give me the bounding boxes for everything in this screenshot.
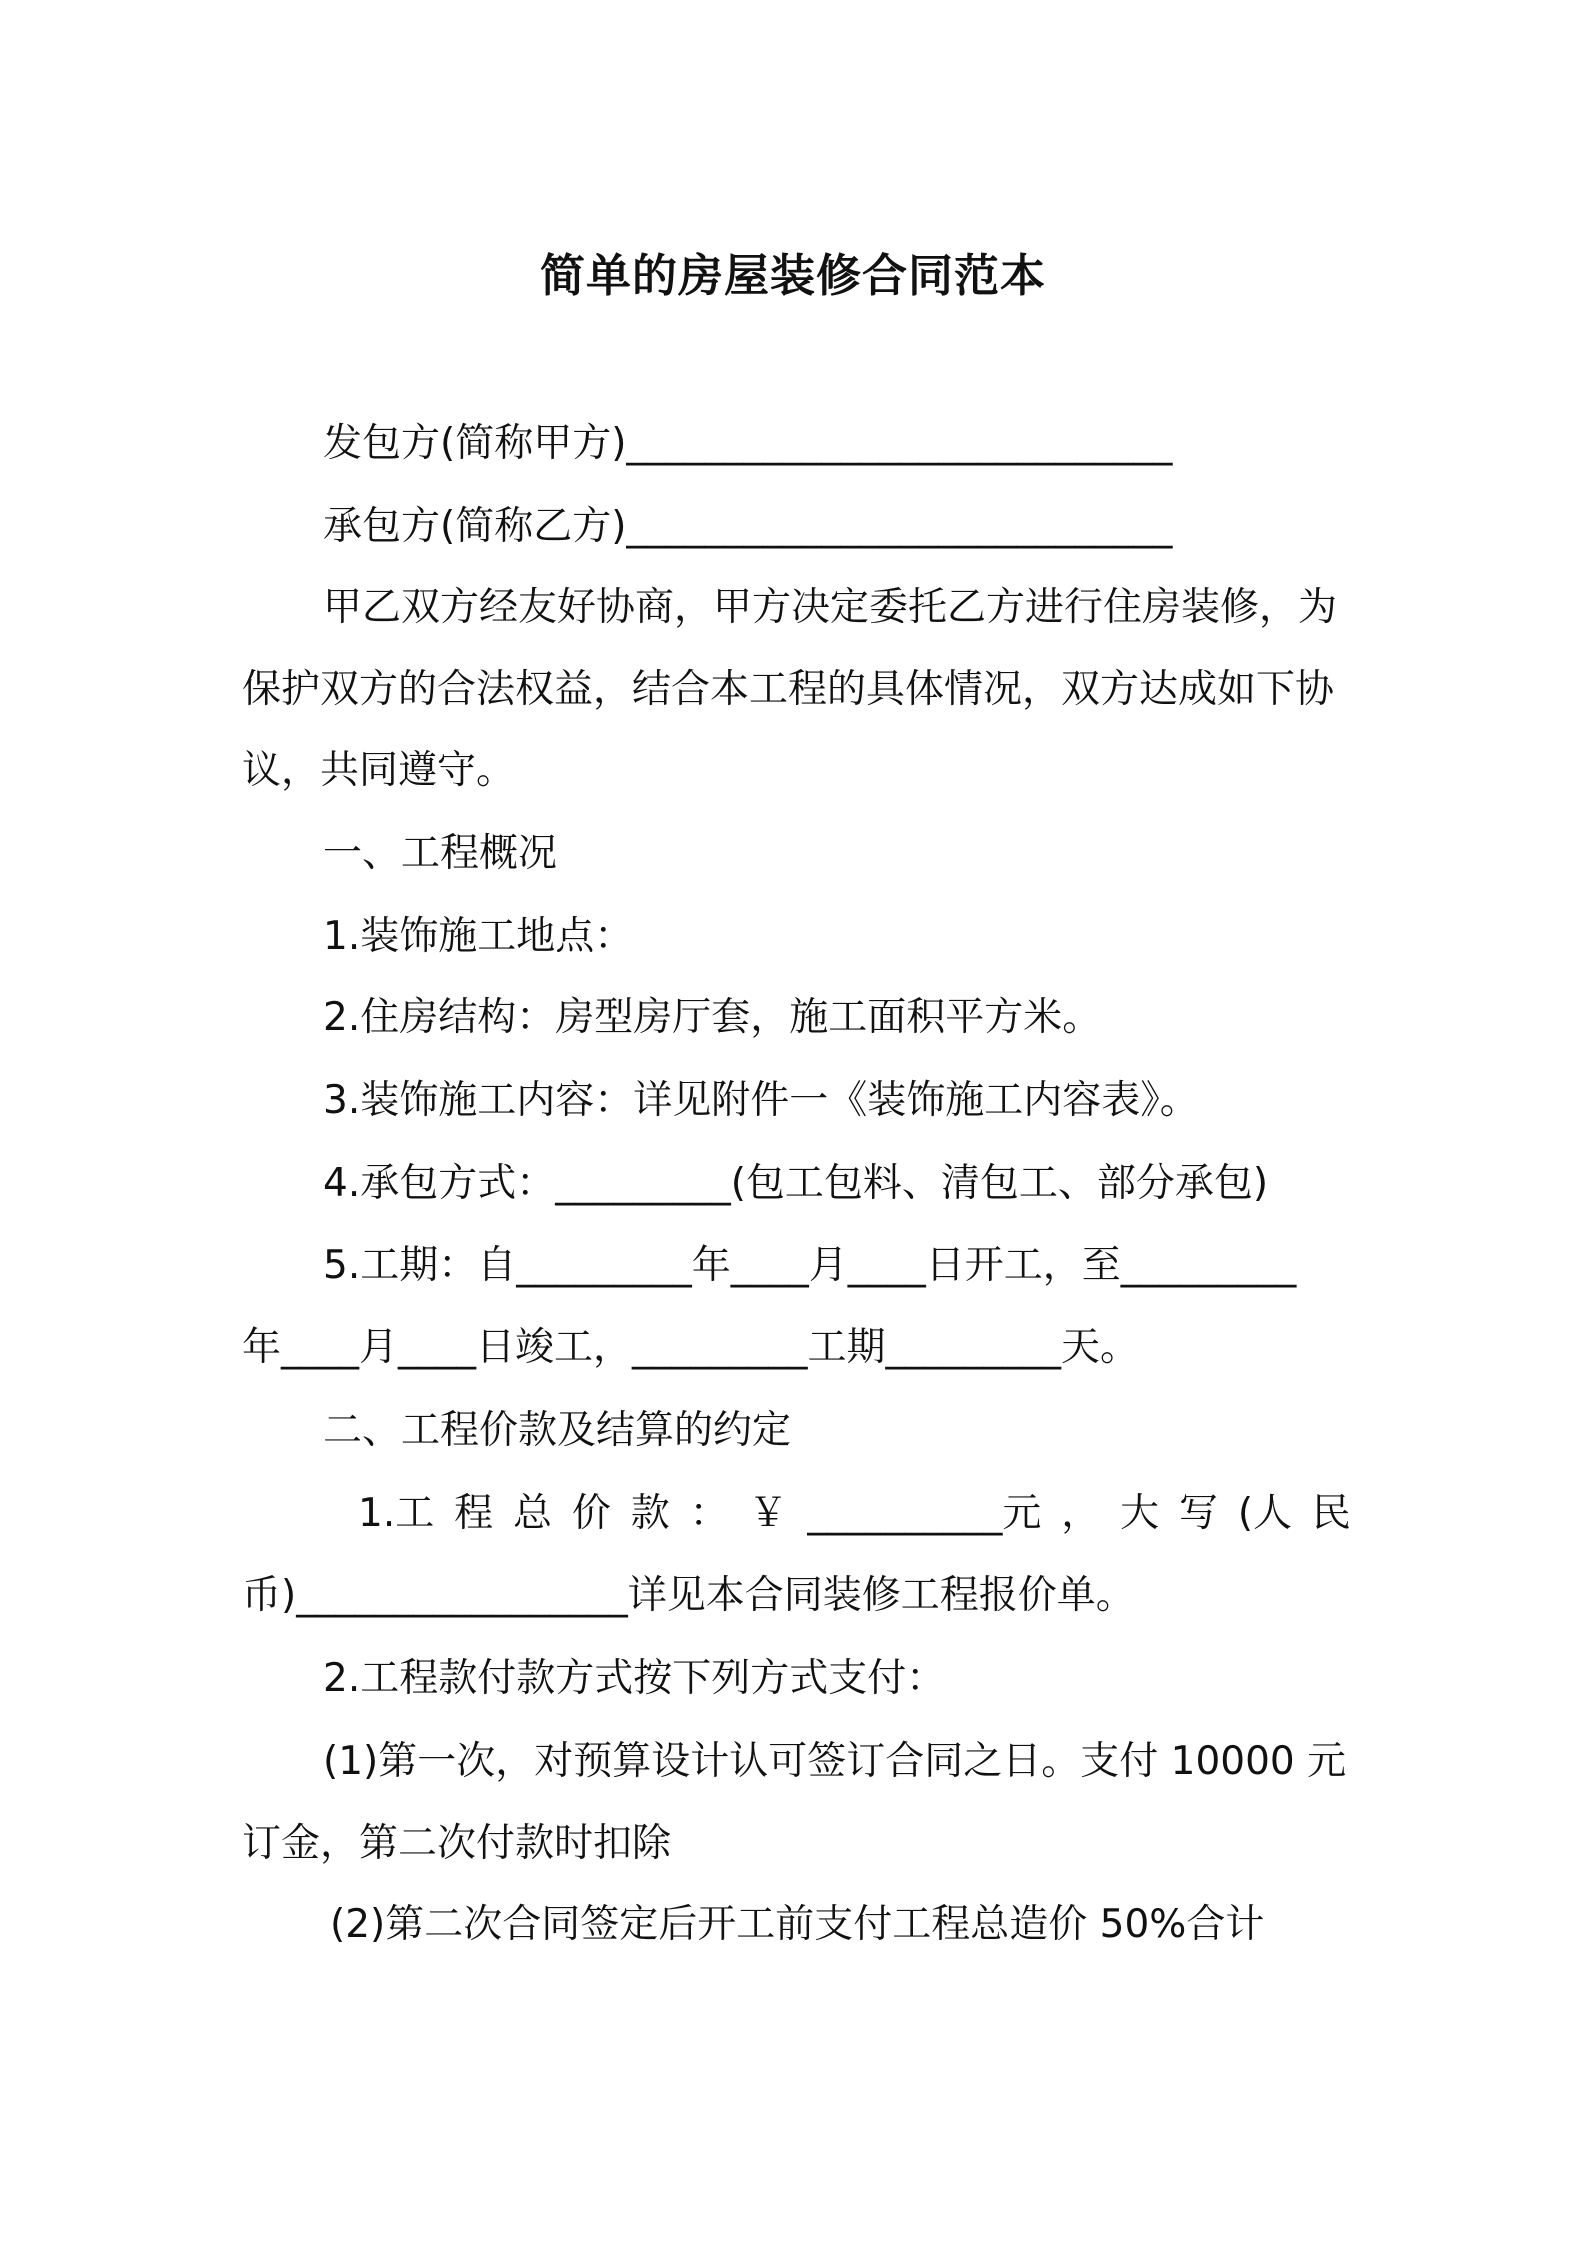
clause-1-3: 3.装饰施工内容：详见附件一《装饰施工内容表》。: [323, 1078, 1199, 1123]
payment-2-line-1: (2)第二次合同签定后开工前支付工程总造价 50%合计: [330, 1902, 1265, 1947]
clause-2-2: 2.工程款付款方式按下列方式支付：: [323, 1656, 946, 1701]
price-token: 总: [512, 1491, 552, 1536]
party-b-line: 承包方(简称乙方)____________________________: [323, 504, 1173, 549]
section-1-heading: 一、工程概况: [323, 831, 558, 876]
payment-1-line-1: (1)第一次，对预算设计认可签订合同之日。支付 10000 元: [323, 1739, 1347, 1784]
clause-1-2: 2.住房结构：房型房厅套，施工面积平方米。: [323, 995, 1102, 1040]
clause-1-1: 1.装饰施工地点：: [323, 914, 634, 959]
price-token: 程: [454, 1491, 494, 1536]
document-title: 简单的房屋装修合同范本: [539, 249, 1046, 303]
section-2-heading: 二、工程价款及结算的约定: [323, 1408, 792, 1453]
preamble-line-2: 保护双方的合法权益，结合本工程的具体情况，双方达成如下协: [242, 667, 1335, 712]
price-token: ￥: [748, 1491, 788, 1536]
price-token: 写: [1178, 1491, 1218, 1536]
preamble-line-1: 甲乙双方经友好协商，甲方决定委托乙方进行住房装修，为: [323, 585, 1338, 630]
price-token: __________元: [807, 1491, 1042, 1536]
price-token: ，: [1061, 1491, 1101, 1536]
clause-1-5-line-1: 5.工期：自_________年____月____日开工，至_________: [323, 1243, 1297, 1288]
price-token: 款: [630, 1491, 670, 1536]
price-token: 大: [1120, 1491, 1160, 1536]
price-token: 民: [1311, 1491, 1351, 1536]
clause-2-1-line-2: 币)_________________详见本合同装修工程报价单。: [242, 1573, 1135, 1618]
clause-1-5-line-2: 年____月____日竣工，_________工期_________天。: [242, 1325, 1140, 1370]
party-a-line: 发包方(简称甲方)____________________________: [323, 421, 1173, 466]
preamble-line-3: 议，共同遵守。: [242, 748, 516, 793]
clause-1-4: 4.承包方式：_________(包工包料、清包工、部分承包): [323, 1161, 1269, 1206]
payment-1-line-2: 订金，第二次付款时扣除: [242, 1821, 672, 1866]
price-token: 1.工: [358, 1491, 435, 1536]
price-token: ：: [689, 1491, 729, 1536]
clause-2-1-line-1: [358, 1486, 1351, 1542]
price-token: (人: [1237, 1491, 1293, 1536]
price-token: 价: [571, 1491, 611, 1536]
